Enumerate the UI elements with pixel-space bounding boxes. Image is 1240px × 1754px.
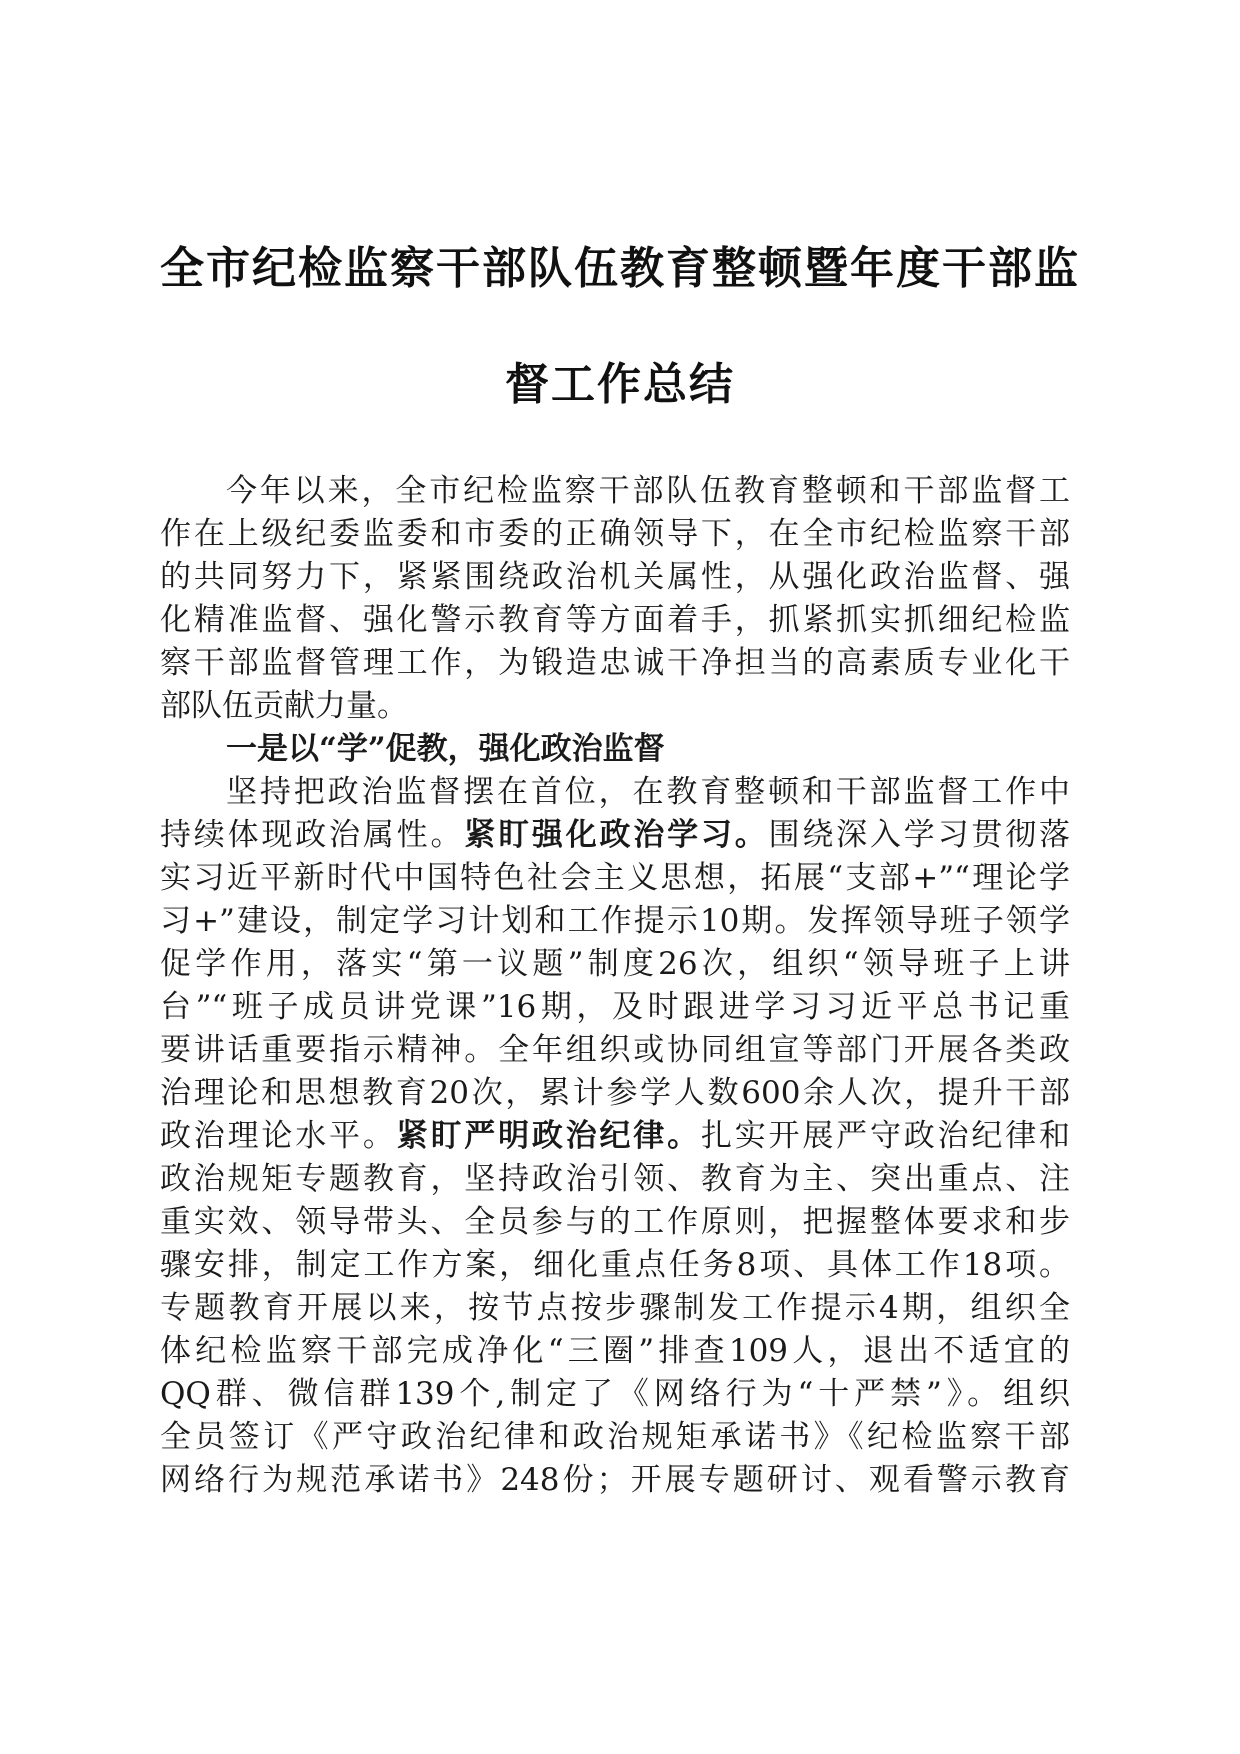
paragraph-line: 实习近平新时代中国特色社会主义思想，拓展“支部+”“理论学 xyxy=(160,860,1070,896)
paragraph-line: 台”“班子成员讲党课”16期，及时跟进学习习近平总书记重 xyxy=(160,989,1070,1025)
document-body xyxy=(160,470,1070,1502)
document-title-line-1: 全市纪检监察干部队伍教育整顿暨年度干部监 xyxy=(160,243,1080,294)
paragraph-line: 体纪检监察干部完成净化“三圈”排查109人，退出不适宜的 xyxy=(160,1333,1070,1369)
paragraph-line: 坚持把政治监督摆在首位，在教育整顿和干部监督工作中 xyxy=(226,774,1070,810)
paragraph-line xyxy=(160,1115,1070,1158)
intro-line: 察干部监督管理工作，为锻造忠诚干净担当的高素质专业化干 xyxy=(160,645,1070,681)
text-run: 扎实开展严守政治纪律和 xyxy=(700,1118,1071,1154)
paragraph-line: 治理论和思想教育20次，累计参学人数600余人次，提升干部 xyxy=(160,1075,1070,1111)
paragraph-line: 习+”建设，制定学习计划和工作提示10期。发挥领导班子领学 xyxy=(160,903,1070,939)
paragraph-line: 全员签订《严守政治纪律和政治规矩承诺书》《纪检监察干部 xyxy=(160,1419,1070,1455)
intro-line: 作在上级纪委监委和市委的正确领导下，在全市纪检监察干部 xyxy=(160,516,1070,552)
intro-line: 部队伍贡献力量。 xyxy=(160,688,408,724)
text-run: 持续体现政治属性。 xyxy=(160,817,465,853)
paragraph-line: QQ群、微信群139个,制定了《网络行为“十严禁”》。组织 xyxy=(160,1376,1070,1412)
text-run: 政治理论水平。 xyxy=(160,1118,397,1154)
paragraph-line: 重实效、领导带头、全员参与的工作原则，把握整体要求和步 xyxy=(160,1204,1070,1240)
text-run: 围绕深入学习贯彻落 xyxy=(768,817,1071,853)
document-title-line-2: 督工作总结 xyxy=(505,359,735,410)
intro-line: 今年以来，全市纪检监察干部队伍教育整顿和干部监督工 xyxy=(226,473,1070,509)
section-1-paragraph xyxy=(160,771,1070,1502)
paragraph-line: 骤安排，制定工作方案，细化重点任务8项、具体工作18项。 xyxy=(160,1247,1070,1283)
paragraph-line: 政治规矩专题教育，坚持政治引领、教育为主、突出重点、注 xyxy=(160,1161,1070,1197)
paragraph-line: 网络行为规范承诺书》248份；开展专题研讨、观看警示教育 xyxy=(160,1462,1070,1498)
section-heading-1: 一是以“学”促教，强化政治监督 xyxy=(226,731,665,767)
bold-subheading: 紧盯强化政治学习。 xyxy=(464,817,769,853)
intro-paragraph xyxy=(160,470,1070,728)
paragraph-line: 要讲话重要指示精神。全年组织或协同组宣等部门开展各类政 xyxy=(160,1032,1070,1068)
intro-line: 的共同努力下，紧紧围绕政治机关属性，从强化政治监督、强 xyxy=(160,559,1070,595)
paragraph-line xyxy=(160,814,1070,857)
paragraph-line: 专题教育开展以来，按节点按步骤制发工作提示4期，组织全 xyxy=(160,1290,1070,1326)
intro-line: 化精准监督、强化警示教育等方面着手，抓紧抓实抓细纪检监 xyxy=(160,602,1070,638)
bold-subheading: 紧盯严明政治纪律。 xyxy=(396,1118,701,1154)
paragraph-line: 促学作用，落实“第一议题”制度26次，组织“领导班子上讲 xyxy=(160,946,1070,982)
